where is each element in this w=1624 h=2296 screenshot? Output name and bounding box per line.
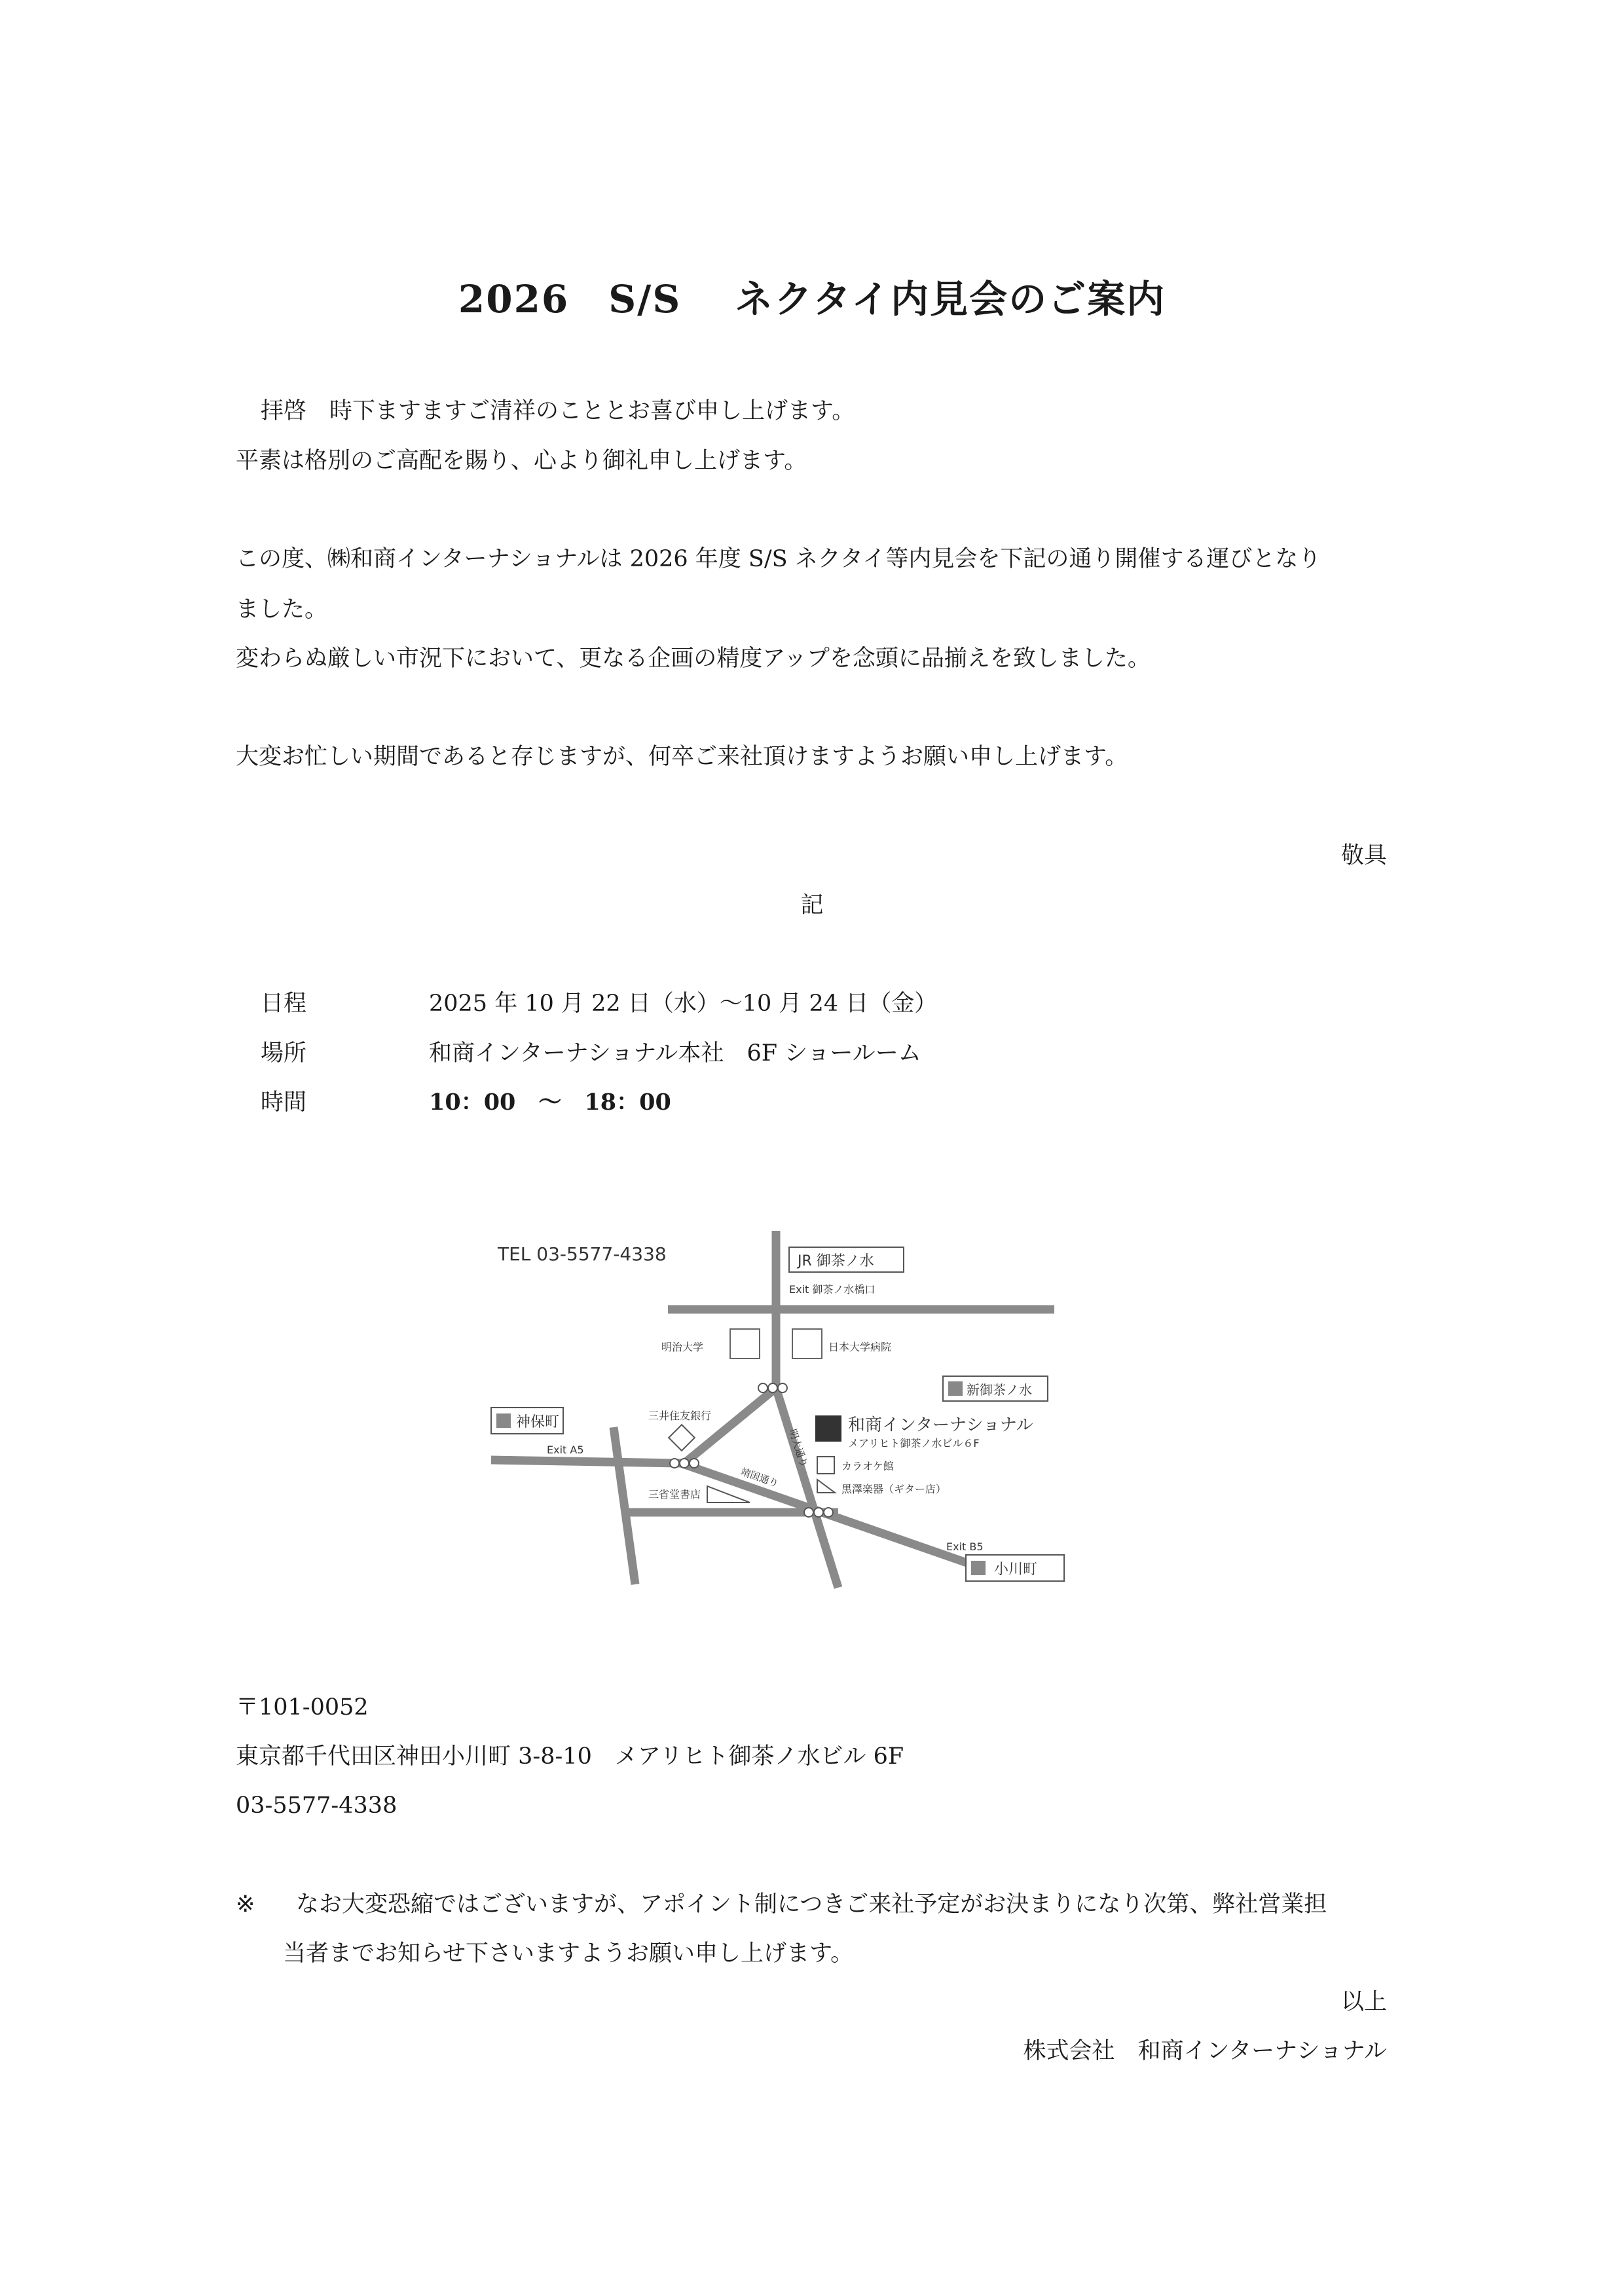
jimbocho-station (491, 1408, 563, 1434)
nihon-hospital-box (792, 1329, 822, 1358)
map-kurosawa: 黒澤楽器（ギター店） (841, 1483, 946, 1495)
map-building: メアリヒト御茶ノ水ビル６F (848, 1437, 980, 1449)
road-left-vertical (614, 1427, 635, 1584)
svg-text:小川町: 小川町 (994, 1561, 1038, 1578)
road-yasukuni-west (491, 1460, 681, 1463)
map-company: 和商インターナショナル (848, 1415, 1033, 1435)
shin-ochanomizu-station (943, 1376, 1048, 1401)
metro-icon (948, 1381, 963, 1396)
time-label: 時間 (261, 1089, 307, 1116)
svg-text:神保町: 神保町 (516, 1414, 560, 1430)
time-value: 10：00 ～ 18：00 (429, 1089, 671, 1116)
page-title: 2026 S/S ネクタイ内見会のご案内 (458, 277, 1166, 321)
map-yasukuni: 靖国通り (739, 1465, 781, 1490)
map-meidai: 明大通り (786, 1427, 810, 1469)
postal-code: 〒101-0052 (236, 1694, 369, 1721)
kurosawa-marker (817, 1480, 835, 1493)
map-tel: TEL 03-5577-4338 (498, 1243, 667, 1265)
map-meiji: 明治大学 (661, 1341, 704, 1353)
meiji-univ-box (730, 1329, 760, 1358)
jr-station-box (789, 1247, 904, 1272)
intro-line-1: この度、㈱和商インターナショナルは 2026 年度 S/S ネクタイ等内見会を下記の通り開催する運びとなり (236, 546, 1321, 572)
smbc-marker (669, 1425, 695, 1451)
closing-keigu: 敬具 (1340, 843, 1387, 869)
intro-line-2: ました。 (236, 596, 328, 623)
street-address: 東京都千代田区神田小川町 3-8-10 メアリヒト御茶ノ水ビル 6F (236, 1743, 904, 1770)
map-roads (491, 1231, 1054, 1588)
karaoke-box (817, 1457, 834, 1474)
map-exit-a5: Exit A5 (547, 1444, 584, 1456)
metro-icon (971, 1561, 986, 1575)
ki-heading: 記 (800, 892, 824, 919)
intro-line-3: 変わらぬ厳しい市況下において、更なる企画の精度アップを念頭に品揃えを致しました。 (236, 646, 1151, 672)
signal-top (758, 1383, 787, 1393)
place-value: 和商インターナショナル本社 6F ショールーム (429, 1040, 921, 1066)
company-signature: 株式会社 和商インターナショナル (1023, 2038, 1387, 2064)
svg-text:新御茶ノ水: 新御茶ノ水 (967, 1382, 1032, 1398)
access-map (485, 1231, 1074, 1611)
phone-number: 03-5577-4338 (236, 1793, 397, 1819)
place-label: 場所 (261, 1040, 307, 1066)
map-sanseido: 三省堂書店 (648, 1488, 701, 1501)
date-label: 日程 (261, 991, 307, 1017)
road-diagonal-nw (684, 1388, 776, 1463)
end-ijou: 以上 (1340, 1989, 1387, 2015)
note-mark: ※ (236, 1891, 255, 1918)
signal-jimbocho (670, 1459, 699, 1468)
ogawamachi-station (966, 1555, 1064, 1581)
metro-icon (496, 1413, 511, 1428)
greeting-line-2: 平素は格別のご高配を賜り、心より御礼申し上げます。 (236, 448, 807, 474)
signal-ogawamachi-junction (804, 1508, 833, 1517)
note-line-1: なお大変恐縮ではございますが、アポイント制につきご来社予定がお決まりになり次第、弊社営業担 (296, 1891, 1327, 1918)
map-exit-jr: Exit 御茶ノ水橋口 (789, 1283, 876, 1296)
map-smbc: 三井住友銀行 (648, 1410, 712, 1422)
map-exit-b5: Exit B5 (946, 1540, 984, 1553)
date-value: 2025 年 10 月 22 日（水）～10 月 24 日（金） (429, 991, 938, 1017)
note-line-2: 当者までお知らせ下さいますようお願い申し上げます。 (283, 1941, 854, 1967)
map-karaoke: カラオケ館 (841, 1460, 894, 1472)
request-text: 大変お忙しい期間であると存じますが、何卒ご来社頂けますようお願い申し上げます。 (236, 744, 1128, 770)
greeting-line-1: 拝啓 時下ますますご清祥のこととお喜び申し上げます。 (261, 398, 855, 424)
svg-text:JR 御茶ノ水: JR 御茶ノ水 (798, 1253, 874, 1269)
company-marker (815, 1415, 841, 1442)
map-nihon: 日本大学病院 (828, 1341, 892, 1353)
